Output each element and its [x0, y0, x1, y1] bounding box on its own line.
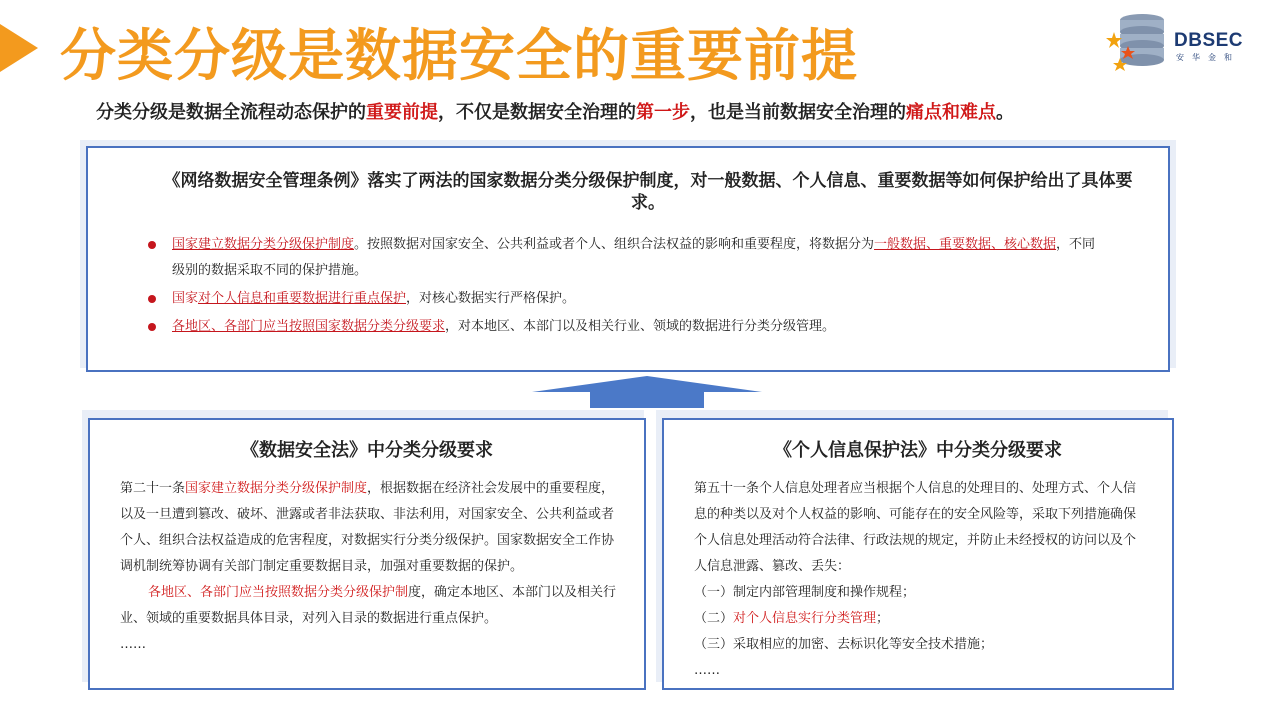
pipl-ellipsis: ……: [694, 663, 720, 678]
subtitle: [96, 98, 1014, 124]
regulation-bullets: [148, 232, 1108, 342]
dbsec-logo: [1106, 12, 1246, 74]
bullet-highlight: 对个人信息和重要数据进行重点保护: [198, 291, 407, 306]
regulation-bullet: [148, 314, 1108, 340]
dsl-ellipsis: ……: [120, 637, 146, 652]
bullet-text: ，对本地区、本部门以及相关行业、领域的数据进行分类分级管理。: [445, 319, 836, 334]
pipl-item2-prefix: （二）: [694, 611, 734, 626]
bullet-prefix: 国家: [172, 291, 199, 306]
subtitle-highlight-2: 第一步: [636, 102, 690, 123]
bullet-text: ，对核心数据实行严格保护。: [406, 291, 576, 306]
pipl-panel-body: [694, 476, 1146, 684]
bullet-text: 。按照数据对国家安全、公共利益或者个人、组织合法权益的影响和重要程度，将数据分为: [354, 237, 875, 252]
database-stars-icon: [1106, 12, 1170, 74]
pipl-panel-title: 《个人信息保护法》中分类分级要求: [774, 440, 1062, 461]
pipl-intro: 第五十一条个人信息处理者应当根据个人信息的处理目的、处理方式、个人信息的种类以及对个人权益的影响、可能存在的安全风险等，采取下列措施确保个人信息处理活动符合法律、行政法规的规定，并防止未经授权的访问以及个人信息泄露、篡改、丢失：: [694, 481, 1137, 574]
regulation-bullet: [148, 286, 1108, 312]
page-title: 分类分级是数据安全的重要前提: [60, 24, 858, 89]
dsl-paragraph-1: [120, 476, 618, 580]
dsl-paragraph-2: [120, 580, 618, 632]
regulation-heading: 《网络数据安全管理条例》落实了两法的国家数据分类分级保护制度，对一般数据、个人信息、重要数据等如何保护给出了具体要求。: [163, 171, 1133, 213]
subtitle-part2: ，不仅是数据安全治理的: [438, 102, 636, 123]
bullet-dot-icon: [148, 241, 156, 249]
pipl-item-1: （一）制定内部管理制度和操作规程；: [694, 585, 916, 600]
bullet-highlight: 各地区、各部门应当按照国家数据分类分级要求: [172, 319, 446, 334]
bullet-text-2: ，不同级别的数据采取不同的保护措施。: [172, 237, 1096, 278]
bullet-highlight-2: 一般数据、重要数据、核心数据: [874, 237, 1057, 252]
dsl-p2-highlight: 各地区、各部门应当按照数据分类分级保护制: [148, 585, 409, 600]
dsl-p1-prefix: 第二十一条: [120, 481, 186, 496]
pipl-item-2: [694, 606, 1146, 632]
pipl-item2-highlight: 对个人信息实行分类管理: [733, 611, 877, 626]
subtitle-highlight-1: 重要前提: [366, 102, 438, 123]
dsl-p1-highlight: 国家建立数据分类分级保护制度: [185, 481, 368, 496]
bullet-dot-icon: [148, 323, 156, 331]
up-arrow-icon: [532, 376, 762, 408]
dsl-panel-body: [120, 476, 618, 658]
logo-subtitle: 安华金和: [1176, 53, 1240, 62]
pipl-item2-suffix: ；: [876, 611, 890, 626]
subtitle-part1: 分类分级是数据全流程动态保护的: [96, 102, 366, 123]
title-arrow-decoration: [0, 24, 38, 72]
pipl-panel: [662, 418, 1174, 690]
dsl-panel-title: 《数据安全法》中分类分级要求: [241, 440, 493, 461]
subtitle-part4: 。: [996, 102, 1014, 123]
pipl-item-3: （三）采取相应的加密、去标识化等安全技术措施；: [694, 637, 994, 652]
data-security-law-panel: [88, 418, 646, 690]
logo-name: DBSEC: [1174, 30, 1244, 51]
subtitle-highlight-3: 痛点和难点: [906, 102, 996, 123]
bullet-dot-icon: [148, 295, 156, 303]
bullet-highlight: 国家建立数据分类分级保护制度: [172, 237, 355, 252]
subtitle-part3: ，也是当前数据安全治理的: [690, 102, 906, 123]
regulation-box: [86, 146, 1170, 372]
regulation-bullet: [148, 232, 1108, 284]
dsl-p2-text: 度，确定本地区、本部门以及相关行业、领域的重要数据具体目录，对列入目录的数据进行重点保护。: [120, 585, 617, 626]
dsl-p1-text: ，根据数据在经济社会发展中的重要程度，以及一旦遭到篡改、破坏、泄露或者非法获取、非法利用，对国家安全、公共利益或者个人、组织合法权益造成的危害程度，对数据实行分类分级保护。国家数据安全工作协调机制统筹协调有关部门制定重要数据目录，加强对重要数据的保护。: [120, 481, 615, 574]
